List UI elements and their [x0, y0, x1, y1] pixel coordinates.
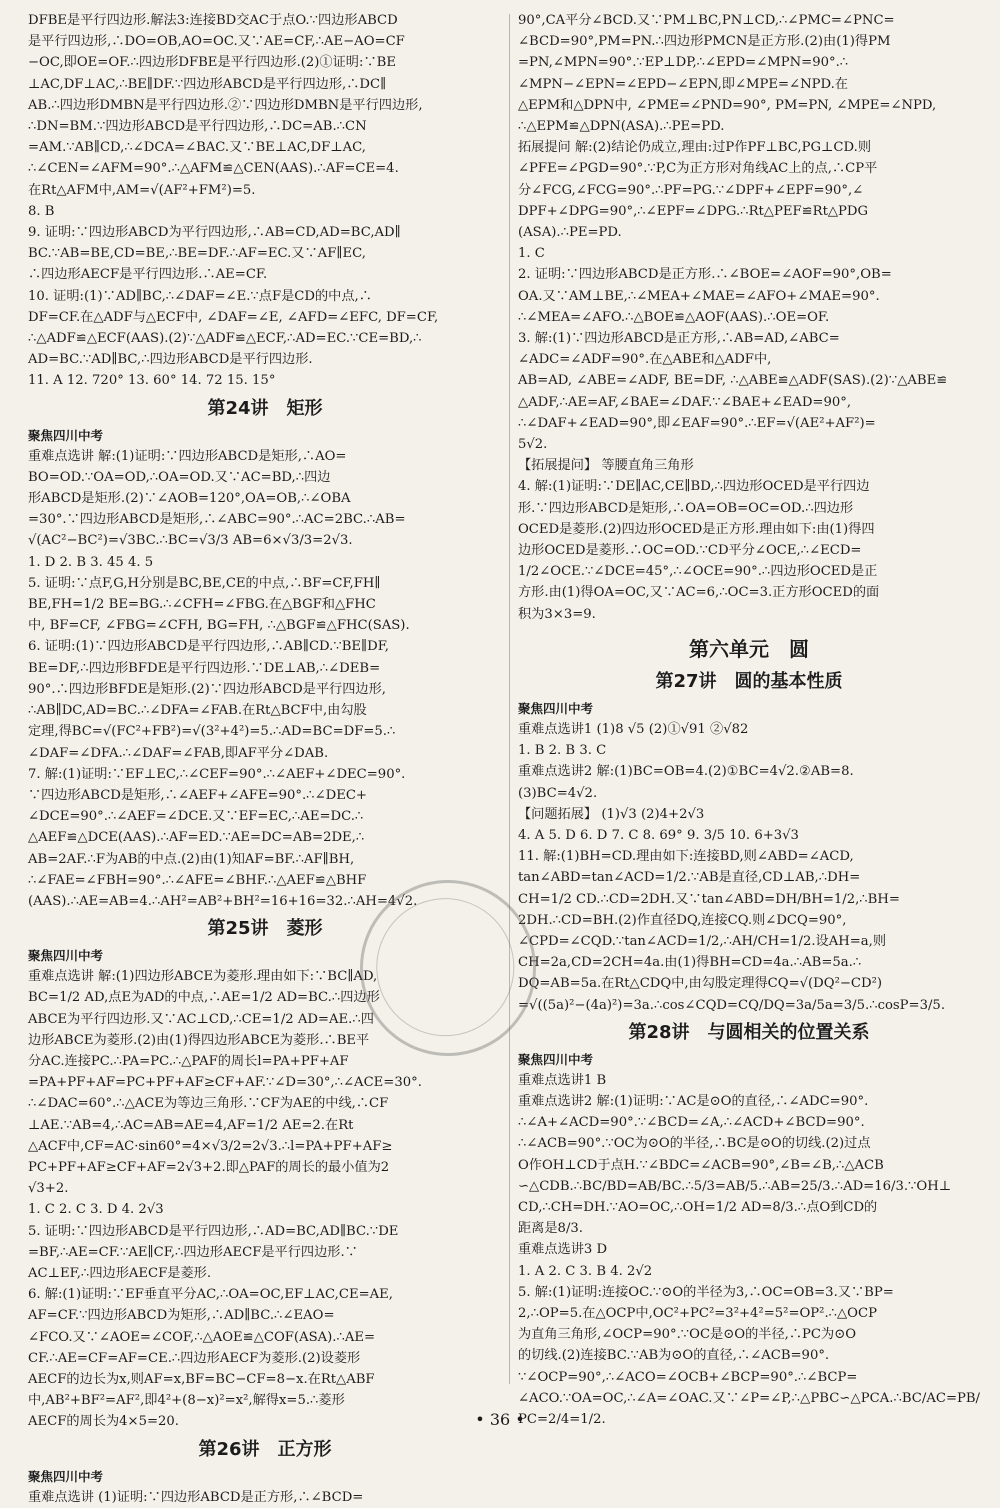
answer-line: BE=DF,∴四边形BFDE是平行四边形.∵DE⊥AB,∴∠DEB=	[28, 660, 381, 676]
answer-line: 1/2∠OCE.∵∠DCE=45°,∴∠OCE=90°.∴四边形OCED是正	[518, 564, 878, 580]
answer-line: AB=AD, ∠ABE=∠ADF, BE=DF, ∴△ABE≌△ADF(SAS).(2)∵△ABE≌	[518, 373, 948, 389]
section-label-28: 聚焦四川中考	[518, 1051, 594, 1067]
answer-line: ∴∠FAE=∠FBH=90°.∴∠AFE=∠BHF.∴△AEF≌△BHF	[28, 872, 367, 888]
lecture-28-heading: 第28讲 与圆相关的位置关系	[628, 1021, 870, 1043]
answer-line: 中, BF=CF, ∠FBG=∠CFH, BG=FH, ∴△BGF≌△FHC(SAS).	[28, 618, 410, 634]
answer-line: 2. 证明:∵四边形ABCD是正方形.∴∠BOE=∠AOF=90°,OB=	[518, 267, 892, 283]
answer-line: 重难点选讲 (1)证明:∵四边形ABCD是正方形,∴∠BCD=	[28, 1489, 364, 1505]
answer-line: 的切线.(2)连接BC.∵AB为⊙O的直径,∴∠ACB=90°.	[518, 1348, 830, 1364]
answer-line: ⊥AC,DF⊥AC,∴BE∥DF.∵四边形ABCD是平行四边形,∴DC∥	[28, 76, 387, 92]
answer-line: PC+PF+AF≥CF+AF=2√3+2.即△PAF的周长的最小值为2	[28, 1159, 390, 1175]
answer-line: 重难点选讲2 解:(1)BC=OB=4.(2)①BC=4√2.②AB=8.	[518, 764, 854, 780]
answer-line: ∠CPD=∠CQD.∵tan∠ACD=1/2,∴AH/CH=1/2.设AH=a,则	[518, 933, 887, 949]
answer-line: ∴DN=BM.∵四边形ABCD是平行四边形,∴DC=AB.∴CN	[28, 119, 367, 135]
answer-line: 5. 证明:∵四边形ABCD是平行四边形,∴AD=BC,AD∥BC.∵DE	[28, 1223, 399, 1239]
answer-line: =AM.∵AB∥CD,∴∠DCA=∠BAC.又∵BE⊥AC,DF⊥AC,	[28, 140, 366, 156]
answer-line: 6. 解:(1)证明:∵EF垂直平分AC,∴OA=OC,EF⊥AC,CE=AE,	[28, 1287, 393, 1303]
answer-line: 分AC.连接PC.∴PA=PC.∴△PAF的周长l=PA+PF+AF	[28, 1053, 349, 1069]
answer-line: 11. 解:(1)BH=CD.理由如下:连接BD,则∠ABD=∠ACD,	[518, 849, 854, 865]
answer-line: ∠DAF=∠DFA.∴∠DAF=∠FAB,即AF平分∠DAB.	[28, 745, 329, 761]
answer-line: 重难点选讲1 (1)8 √5 (2)①√91 ②√82	[518, 721, 749, 737]
left-column	[28, 10, 502, 1508]
answer-line: 【拓展提问】 等腰直角三角形	[518, 458, 694, 474]
answer-line: 1. B 2. B 3. C	[518, 743, 607, 759]
answer-line: ∠MPN−∠EPN=∠EPD−∠EPN,即∠MPE=∠NPD.在	[518, 76, 848, 92]
answer-line: 形.∵四边形ABCD是矩形,∴OA=OB=OC=OD.∴四边形	[518, 500, 854, 516]
answer-line: 9. 证明:∵四边形ABCD为平行四边形,∴AB=CD,AD=BC,AD∥	[28, 225, 401, 241]
answer-line: ∵∠OCP=90°,∴∠ACO=∠OCB+∠BCP=90°.∴∠BCP=	[518, 1369, 858, 1385]
answer-line: ABCE为平行四边形.又∵AC⊥CD,∴CE=1/2 AD=AE.∴四	[28, 1011, 374, 1027]
answer-line: 11. A 12. 720° 13. 60° 14. 72 15. 15°	[28, 373, 276, 389]
column-divider	[509, 14, 510, 1384]
answer-line: AD=BC.∵AD∥BC,∴四边形ABCD是平行四边形.	[28, 352, 313, 368]
answer-line: 2DH.∴CD=BH.(2)作直径DQ,连接CQ.则∠DCQ=90°,	[518, 912, 847, 928]
answer-line: 是平行四边形,∴DO=OB,AO=OC.又∵AE=CF,∴AE−AO=CF	[28, 34, 405, 50]
answer-line: △ACF中,CF=AC·sin60°=4×√3/2=2√3.∴l=PA+PF+AF≥	[28, 1138, 393, 1154]
answer-line: ∠ACO.∵OA=OC,∴∠A=∠OAC.又∵∠P=∠P,∴△PBC∽△PCA.∴BC/AC=PB/PC=2/4=1/2.	[518, 1390, 980, 1427]
answer-line: =PA+PF+AF=PC+PF+AF≥CF+AF.∵∠D=30°,∴∠ACE=30°.	[28, 1075, 422, 1091]
right-block-square-answers	[518, 10, 980, 625]
answer-line: CH=1/2 CD.∴CD=2DH.又∵tan∠ABD=DH/BH=1/2,∴BH=	[518, 891, 900, 907]
answer-line: ∴∠A+∠ACD=90°.∵∠BCD=∠A,∴∠ACD+∠BCD=90°.	[518, 1115, 865, 1131]
answer-line: √3+2.	[28, 1181, 69, 1197]
answer-line: AB=2AF.∴F为AB的中点.(2)由(1)知AF=BF.∴AF∥BH,	[28, 851, 355, 867]
answer-line: ∴∠CEN=∠AFM=90°.∴△AFM≌△CEN(AAS).∴AF=CE=4.	[28, 161, 399, 177]
answer-line: CF.∴AE=CF=AF=CE.∴四边形AECF为菱形.(2)设菱形	[28, 1350, 361, 1366]
answer-line: 5. 解:(1)证明:连接OC.∵⊙O的半径为3,∴OC=OB=3.又∵BP=	[518, 1284, 894, 1300]
section-label-27: 聚焦四川中考	[518, 700, 594, 716]
lecture-24-heading: 第24讲 矩形	[207, 397, 323, 419]
answer-line: ∴∠DAF+∠EAD=90°,即∠EAF=90°.∴EF=√(AE²+AF²)=	[518, 415, 876, 431]
answer-line: 2,∴OP=5.在△OCP中,OC²+PC²=3²+4²=5²=OP².∴△OCP	[518, 1305, 877, 1321]
watermark-logo	[812, 1366, 982, 1430]
answer-line: 6. 证明:(1)∵四边形ABCD是平行四边形,∴AB∥CD.∵BE∥DF,	[28, 639, 389, 655]
section-label-24: 聚焦四川中考	[28, 427, 104, 443]
answer-line: △ADF,∴AE=AF,∠BAE=∠DAF.∵∠BAE+∠EAD=90°,	[518, 394, 852, 410]
answer-line: △AEF≌△DCE(AAS).∴AF=ED.∵AE=DC=AB=2DE,∴	[28, 830, 365, 846]
answer-line: 90°.∴四边形BFDE是矩形.(2)∵四边形ABCD是平行四边形,	[28, 681, 386, 697]
answer-line: ∠FCO.又∵∠AOE=∠COF,∴△AOE≌△COF(ASA).∴AE=	[28, 1329, 376, 1345]
answer-line: ∠BCD=90°,PM=PN.∴四边形PMCN是正方形.(2)由(1)得PM	[518, 34, 891, 50]
answer-line: ∴AB∥DC,AD=BC.∴∠DFA=∠FAB.在Rt△BCF中,由勾股	[28, 703, 367, 719]
answer-line: OCED是菱形.(2)四边形OCED是正方形.理由如下:由(1)得四	[518, 521, 875, 537]
answer-line: 1. C	[518, 246, 545, 262]
answer-line: ∴∠DAC=60°.∴△ACE为等边三角形.∵CF为AE的中线,∴CF	[28, 1096, 389, 1112]
answer-line: 重难点选讲2 解:(1)证明:∵AC是⊙O的直径,∴∠ADC=90°.	[518, 1093, 869, 1109]
answer-line: 方形.由(1)得OA=OC,又∵AC=6,∴OC=3.正方形OCED的面	[518, 585, 880, 601]
answer-line: 7. 解:(1)证明:∵EF⊥EC,∴∠CEF=90°.∴∠AEF+∠DEC=90°.	[28, 766, 406, 782]
answer-line: 分∠FCG,∠FCG=90°.∴PF=PG.∵∠DPF+∠EPF=90°,∠	[518, 182, 864, 198]
answer-line: 5√2.	[518, 437, 548, 453]
answer-line: 1. A 2. C 3. B 4. 2√2	[518, 1263, 653, 1279]
answer-line: BC=1/2 AD,点E为AD的中点,∴AE=1/2 AD=BC.∴四边形	[28, 990, 380, 1006]
right-block-circle-basic-answers	[518, 719, 980, 1016]
answer-line: 中,AB²+BF²=AF²,即4²+(8−x)²=x²,解得x=5.∴菱形	[28, 1393, 345, 1409]
answer-line: ∴△ADF≌△ECF(AAS).(2)∵△ADF≌△ECF,∴AD=EC.∵CE=BD,∴	[28, 331, 422, 347]
section-label-25: 聚焦四川中考	[28, 948, 104, 964]
answer-line: BO=OD.∵OA=OD,∴OA=OD.又∵AC=BD,∴四边	[28, 469, 331, 485]
answer-line: AB.∴四边形DMBN是平行四边形.②∵四边形DMBN是平行四边形,	[28, 97, 423, 113]
answer-line: 10. 证明:(1)∵AD∥BC,∴∠DAF=∠E.∵点F是CD的中点,∴	[28, 288, 372, 304]
answer-line: 重难点选讲3 D	[518, 1242, 608, 1258]
answer-line: (3)BC=4√2.	[518, 785, 598, 801]
answer-line: ∴四边形AECF是平行四边形.∴AE=CF.	[28, 267, 268, 283]
page-number: • 36 •	[475, 1410, 525, 1429]
answer-line: tan∠ABD=tan∠ACD=1/2.∵AB是直径,CD⊥AB,∴DH=	[518, 870, 861, 886]
answer-line: ∽△CDB.∴BC/BD=AB/BC.∴5/3=AB/5.∴AB=25/3.∴AD=16/3.∵OH⊥	[518, 1178, 952, 1194]
answer-line: 5. 证明:∵点F,G,H分别是BC,BE,CE的中点,∴BF=CF,FH∥	[28, 575, 381, 591]
answer-line: DQ=AB=5a.在Rt△CDQ中,由勾股定理得CQ=√(DQ²−CD²)	[518, 976, 882, 992]
answer-line: ∠PFE=∠PGD=90°.∵P,C为正方形对角线AC上的点,∴CP平	[518, 161, 878, 177]
answer-line: 边形OCED是菱形.∴OC=OD.∵CD平分∠OCE,∴∠ECD=	[518, 543, 862, 559]
answer-line: ∠DCE=90°.∴∠AEF=∠DCE.又∵EF=EC,∴AE=DC.∴	[28, 809, 364, 825]
answer-line: (AAS).∴AE=AB=4.∴AH²=AB²+BH²=16+16=32.∴AH=4√2.	[28, 893, 418, 909]
answer-line: 1. C 2. C 3. D 4. 2√3	[28, 1202, 164, 1218]
answer-line: ∴△EPM≌△DPN(ASA).∴PE=PD.	[518, 119, 725, 135]
answer-line: 3. 解:(1)∵四边形ABCD是正方形,∴AB=AD,∠ABC=	[518, 331, 840, 347]
answer-line: BE,FH=1/2 BE=BG.∴∠CFH=∠FBG.在△BGF和△FHC	[28, 597, 376, 613]
answer-line: √(AC²−BC²)=√3BC.∴BC=√3/3 AB=6×√3/3=2√3.	[28, 533, 353, 549]
section-label-26: 聚焦四川中考	[28, 1468, 104, 1484]
answer-line: 8. B	[28, 203, 55, 219]
answer-line: 4. A 5. D 6. D 7. C 8. 69° 9. 3/5 10. 6+3√3	[518, 827, 799, 843]
answer-line: 定理,得BC=√(FC²+FB²)=√(3²+4²)=5.∴AD=BC=DF=5.∴	[28, 724, 396, 740]
answer-line: ∴∠MEA=∠AFO.∴△BOE≌△AOF(AAS).∴OE=OF.	[518, 309, 830, 325]
answer-line: 1. D 2. B 3. 45 4. 5	[28, 554, 154, 570]
answer-line: 积为3×3=9.	[518, 606, 596, 622]
answer-line: CH=2a,CD=2CH=4a.由(1)得BH=CD=4a.∴AB=5a.∴	[518, 955, 862, 971]
answer-line: CD,∴CH=DH.∵AO=OC,∴OH=1/2 AD=8/3.∴点O到CD的	[518, 1199, 878, 1215]
left-block-rectangle-answers	[28, 446, 502, 912]
answer-line: 形ABCD是矩形.(2)∵∠AOB=120°,OA=OB,∴∠OBA	[28, 491, 351, 507]
answer-line: =30°.∵四边形ABCD是矩形,∴∠ABC=90°.∴AC=2BC.∴AB=	[28, 512, 406, 528]
answer-line: OA.又∵AM⊥BE,∴∠MEA+∠MAE=∠AFO+∠MAE=90°.	[518, 288, 880, 304]
answer-line: ∵四边形ABCD是矩形,∴∠AEF+∠AFE=90°.∴∠DEC+	[28, 787, 367, 803]
answer-line: =√((5a)²−(4a)²)=3a.∴cos∠CQD=CQ/DQ=3a/5a=3/5.∴cosP=3/5.	[518, 997, 946, 1013]
answer-line: 【问题拓展】 (1)√3 (2)4+2√3	[518, 806, 705, 822]
unit-6-heading: 第六单元 圆	[689, 636, 809, 661]
answer-line: ⊥AE.∵AB=4,∴AC=AB=AE=4,AF=1/2 AE=2.在Rt	[28, 1117, 354, 1133]
lecture-27-heading: 第27讲 圆的基本性质	[655, 670, 843, 692]
lecture-25-heading: 第25讲 菱形	[207, 918, 323, 940]
answer-line: ∴∠ACB=90°.∵OC为⊙O的半径,∴BC是⊙O的切线.(2)过点	[518, 1136, 871, 1152]
answer-line: (ASA).∴PE=PD.	[518, 225, 622, 241]
answer-line: 拓展提问 解:(2)结论仍成立,理由:过P作PF⊥BC,PG⊥CD.则	[518, 140, 872, 156]
answer-line: 在Rt△AFM中,AM=√(AF²+FM²)=5.	[28, 182, 256, 198]
answer-line: AF=CF.∵四边形ABCD为矩形,∴AD∥BC.∴∠EAO=	[28, 1308, 335, 1324]
left-block-square-answers	[28, 1487, 502, 1508]
lecture-26-heading: 第26讲 正方形	[198, 1438, 332, 1460]
answer-line: ∠ADC=∠ADF=90°.在△ABE和△ADF中,	[518, 352, 772, 368]
answer-line: DPF+∠DPG=90°,∴∠EPF=∠DPG.∴Rt△PEF≌Rt△PDG	[518, 203, 868, 219]
answer-line: 90°,CA平分∠BCD.又∵PM⊥BC,PN⊥CD,∴∠PMC=∠PNC=	[518, 13, 895, 28]
left-block-parallelogram-answers	[28, 10, 502, 392]
answer-line: AC⊥EF,∴四边形AECF是菱形.	[28, 1265, 212, 1281]
answer-line: =BF,∴AE=CF.∵AE∥CF,∴四边形AECF是平行四边形.∵	[28, 1244, 358, 1260]
answer-line: AECF的边长为x,则AF=x,BF=BC−CF=8−x.在Rt△ABF	[28, 1371, 375, 1387]
answer-line: 为直角三角形,∠OCP=90°.∵OC是⊙O的半径,∴PC为⊙O	[518, 1327, 857, 1343]
answer-line: =PN,∠MPN=90°.∵EP⊥DP,∴∠EPD=∠MPN=90°.∴	[518, 55, 849, 71]
answer-line: 重难点选讲1 B	[518, 1072, 607, 1088]
answer-line: −OC,即OE=OF.∴四边形DFBE是平行四边形.(2)①证明:∵BE	[28, 55, 396, 71]
answer-line: 边形ABCE为菱形.(2)由(1)得四边形ABCE为菱形.∴BE平	[28, 1032, 370, 1048]
answer-line: 重难点选讲 解:(1)四边形ABCE为菱形.理由如下:∵BC∥AD,	[28, 969, 378, 985]
answer-line: BC.∵AB=BE,CD=BE,∴BE=DF.∴AF=EC.又∵AF∥EC,	[28, 246, 366, 262]
answer-line: O作OH⊥CD于点H.∵∠BDC=∠ACB=90°,∠B=∠B,∴△ACB	[518, 1157, 884, 1173]
answer-line: △EPM和△DPN中, ∠PME=∠PND=90°, PM=PN, ∠MPE=∠NPD,	[518, 97, 937, 113]
answer-line: DFBE是平行四边形.解法3:连接BD交AC于点O.∵四边形ABCD	[28, 13, 398, 28]
answer-line: 4. 解:(1)证明:∵DE∥AC,CE∥BD,∴四边形OCED是平行四边	[518, 479, 870, 495]
answer-line: AECF的周长为4×5=20.	[28, 1414, 179, 1430]
answer-line: 距离是8/3.	[518, 1221, 583, 1237]
answer-line: 重难点选讲 解:(1)证明:∵四边形ABCD是矩形,∴AO=	[28, 448, 347, 464]
right-column	[518, 10, 980, 1430]
answer-line: DF=CF.在△ADF与△ECF中, ∠DAF=∠E, ∠AFD=∠EFC, DF=CF,	[28, 309, 439, 325]
